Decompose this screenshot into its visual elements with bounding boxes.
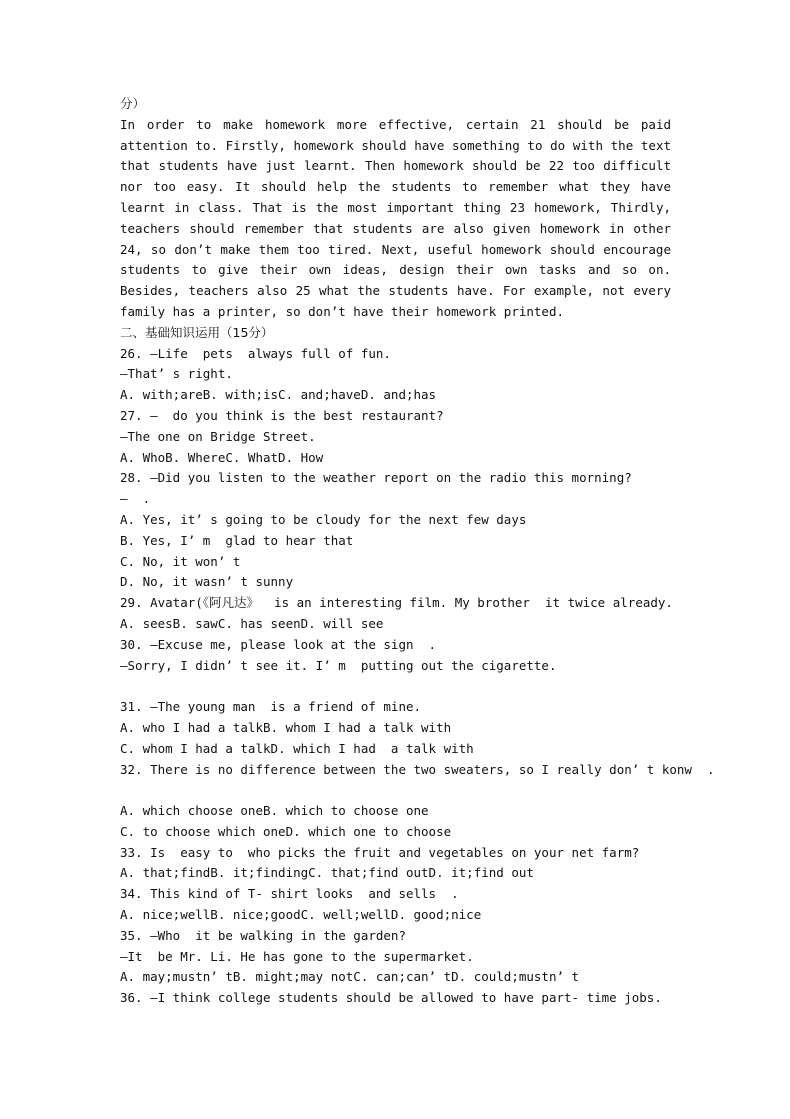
q33-options: A. that;findB. it;findingC. that;find outD. it;find out xyxy=(120,865,534,881)
q26-reply: —That’ s right. xyxy=(120,366,233,382)
q26-options: A. with;areB. with;isC. and;haveD. and;has xyxy=(120,387,437,403)
q30-reply: —Sorry, I didn’ t see it. I’ m putting out the cigarette. xyxy=(120,657,557,673)
document-page xyxy=(120,94,715,1009)
q28-reply: — . xyxy=(120,491,151,507)
q31-options-1: A. who I had a talkB. whom I had a talk with xyxy=(120,719,452,735)
q36-stem: 36. —I think college students should be allowed to have part- time jobs. xyxy=(120,990,662,1006)
q32-options-1: A. which choose oneB. which to choose one xyxy=(120,803,429,819)
q30-stem: 30. —Excuse me, please look at the sign . xyxy=(120,636,437,652)
q26-stem: 26. —Life pets always full of fun. xyxy=(120,345,391,361)
q35-reply: —It be Mr. Li. He has gone to the supermarket. xyxy=(120,948,474,964)
section-title: 二、基础知识运用（15分） xyxy=(120,324,274,340)
q28-option-c: C. No, it won’ t xyxy=(120,553,241,569)
q28-option-b: B. Yes, I’ m glad to hear that xyxy=(120,532,354,548)
q35-stem: 35. —Who it be walking in the garden? xyxy=(120,927,406,943)
cloze-passage: In order to make homework more effective, certain 21 should be paid attention to. Firstly, homework should have something to do with the text that students have just learnt. Then homework should be 22 too difficult nor too easy. It should help the students to remember what they have learnt in class. That is the most important thing 23 homework, Thirdly, teachers should remember that students are also given homework in other 24, so don’t make them too tired. Next, useful homework should encourage students to give their own ideas, design their own tasks and so on. Besides, teachers also 25 what the students have. For example, not every family has a printer, so don’t have their homework printed. xyxy=(120,116,671,319)
q31-options-2: C. whom I had a talkD. which I had a talk with xyxy=(120,740,474,756)
q28-option-d: D. No, it wasn’ t sunny xyxy=(120,574,294,590)
q27-reply: —The one on Bridge Street. xyxy=(120,428,316,444)
q32-stem: 32. There is no difference between the two sweaters, so I really don’ t konw . xyxy=(120,761,715,777)
q32-options-2: C. to choose which oneD. which one to choose xyxy=(120,823,452,839)
q35-options: A. may;mustn’ tB. might;may notC. can;can’ tD. could;mustn’ t xyxy=(120,969,580,985)
q27-stem: 27. — do you think is the best restaurant? xyxy=(120,407,444,423)
q29-stem: 29. Avatar(《阿凡达》 is an interesting film. My brother it twice already. xyxy=(120,595,673,611)
q34-stem: 34. This kind of T- shirt looks and sells . xyxy=(120,886,459,902)
q34-options: A. nice;wellB. nice;goodC. well;wellD. good;nice xyxy=(120,907,482,923)
blank-line xyxy=(120,676,671,697)
q33-stem: 33. Is easy to who picks the fruit and vegetables on your net farm? xyxy=(120,844,640,860)
header-fragment: 分） xyxy=(120,96,146,111)
q27-options: A. WhoB. WhereC. WhatD. How xyxy=(120,449,324,465)
blank-line xyxy=(120,780,671,801)
q28-stem: 28. —Did you listen to the weather report on the radio this morning? xyxy=(120,470,632,486)
q29-options: A. seesB. sawC. has seenD. will see xyxy=(120,615,384,631)
q28-option-a: A. Yes, it’ s going to be cloudy for the next few days xyxy=(120,511,527,527)
q31-stem: 31. —The young man is a friend of mine. xyxy=(120,699,422,715)
